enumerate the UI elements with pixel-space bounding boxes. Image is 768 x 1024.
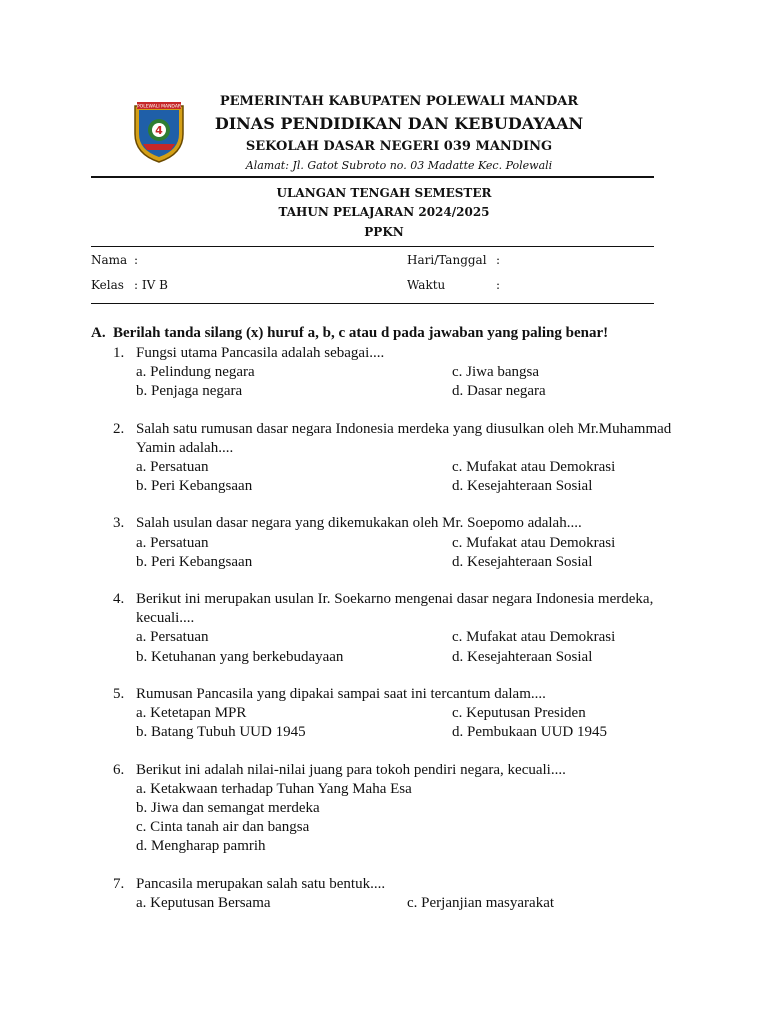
- question-7-number: 7.: [113, 876, 125, 892]
- question-4-number: 4.: [113, 591, 125, 607]
- question-2-option-c[interactable]: c. Mufakat atau Demokrasi: [452, 459, 616, 475]
- question-1-number: 1.: [113, 345, 125, 361]
- question-5-option-a[interactable]: a. Ketetapan MPR: [136, 705, 247, 721]
- question-5-option-c[interactable]: c. Keputusan Presiden: [452, 705, 586, 721]
- waktu-label: Waktu: [407, 278, 446, 292]
- waktu-field[interactable]: :: [496, 278, 501, 292]
- question-6-number: 6.: [113, 762, 125, 778]
- nama-field[interactable]: :: [134, 253, 139, 267]
- question-1-option-b[interactable]: b. Penjaga negara: [136, 383, 243, 399]
- question-2-option-a[interactable]: a. Persatuan: [136, 459, 209, 475]
- header-divider: [91, 176, 654, 178]
- exam-subject: PPKN: [364, 225, 404, 239]
- hari-label: Hari/Tanggal: [407, 253, 487, 267]
- question-2-text-line1: Salah satu rumusan dasar negara Indonesia merdeka yang diusulkan oleh Mr.Muhammad: [136, 421, 672, 437]
- question-6-option-b[interactable]: b. Jiwa dan semangat merdeka: [136, 800, 320, 816]
- question-3-text: Salah usulan dasar negara yang dikemukakan oleh Mr. Soepomo adalah....: [136, 515, 582, 531]
- header-line-school: SEKOLAH DASAR NEGERI 039 MANDING: [245, 139, 553, 154]
- question-2-text-line2: Yamin adalah....: [136, 440, 234, 456]
- question-4-text-line2: kecuali....: [136, 610, 195, 626]
- question-7-text: Pancasila merupakan salah satu bentuk....: [136, 876, 386, 892]
- question-7-option-c[interactable]: c. Perjanjian masyarakat: [407, 895, 555, 911]
- question-3-option-d[interactable]: d. Kesejahteraan Sosial: [452, 554, 593, 570]
- question-4-option-a[interactable]: a. Persatuan: [136, 629, 209, 645]
- header-line-department: DINAS PENDIDIKAN DAN KEBUDAYAAN: [214, 114, 584, 133]
- question-2-option-b[interactable]: b. Peri Kebangsaan: [136, 478, 253, 494]
- exam-year: TAHUN PELAJARAN 2024/2025: [278, 205, 490, 219]
- question-1-option-d[interactable]: d. Dasar negara: [452, 383, 546, 399]
- question-6-option-d[interactable]: d. Mengharap pamrih: [136, 838, 266, 854]
- info-divider-bottom: [91, 303, 654, 304]
- question-5-number: 5.: [113, 686, 125, 702]
- section-instruction: Berilah tanda silang (x) huruf a, b, c atau d pada jawaban yang paling benar!: [113, 325, 609, 341]
- question-1-option-a[interactable]: a. Pelindung negara: [136, 364, 255, 380]
- question-2-option-d[interactable]: d. Kesejahteraan Sosial: [452, 478, 593, 494]
- question-5-text: Rumusan Pancasila yang dipakai sampai saat ini tercantum dalam....: [136, 686, 546, 702]
- question-2-number: 2.: [113, 421, 125, 437]
- kelas-label: Kelas: [91, 278, 124, 292]
- hari-field[interactable]: :: [496, 253, 501, 267]
- section-letter: A.: [91, 325, 106, 341]
- question-1-text: Fungsi utama Pancasila adalah sebagai....: [136, 345, 385, 361]
- question-7-option-a[interactable]: a. Keputusan Bersama: [136, 895, 271, 911]
- logo-number: 4: [155, 124, 163, 137]
- question-4-text-line1: Berikut ini merupakan usulan Ir. Soekarno mengenai dasar negara Indonesia merdeka,: [136, 591, 654, 607]
- question-4-option-b[interactable]: b. Ketuhanan yang berkebudayaan: [136, 649, 344, 665]
- question-4-option-d[interactable]: d. Kesejahteraan Sosial: [452, 649, 593, 665]
- question-3-option-c[interactable]: c. Mufakat atau Demokrasi: [452, 535, 616, 551]
- nama-label: Nama: [91, 253, 128, 267]
- question-3-option-b[interactable]: b. Peri Kebangsaan: [136, 554, 253, 570]
- question-5-option-d[interactable]: d. Pembukaan UUD 1945: [452, 724, 607, 740]
- kelas-field[interactable]: : IV B: [134, 278, 168, 292]
- info-divider-top: [91, 246, 654, 247]
- question-1-option-c[interactable]: c. Jiwa bangsa: [452, 364, 540, 380]
- question-6-option-a[interactable]: a. Ketakwaan terhadap Tuhan Yang Maha Esa: [136, 781, 412, 797]
- header-address: Alamat: Jl. Gatot Subroto no. 03 Madatte Kec. Polewali: [245, 159, 553, 172]
- question-3-option-a[interactable]: a. Persatuan: [136, 535, 209, 551]
- question-3-number: 3.: [113, 515, 125, 531]
- exam-title: ULANGAN TENGAH SEMESTER: [276, 186, 492, 200]
- question-6-option-c[interactable]: c. Cinta tanah air dan bangsa: [136, 819, 310, 835]
- question-6-text: Berikut ini adalah nilai-nilai juang para tokoh pendiri negara, kecuali....: [136, 762, 566, 778]
- question-4-option-c[interactable]: c. Mufakat atau Demokrasi: [452, 629, 616, 645]
- logo-text: POLEWALI MANDAR: [136, 104, 182, 110]
- header-line-government: PEMERINTAH KABUPATEN POLEWALI MANDAR: [219, 94, 579, 109]
- question-5-option-b[interactable]: b. Batang Tubuh UUD 1945: [136, 724, 306, 740]
